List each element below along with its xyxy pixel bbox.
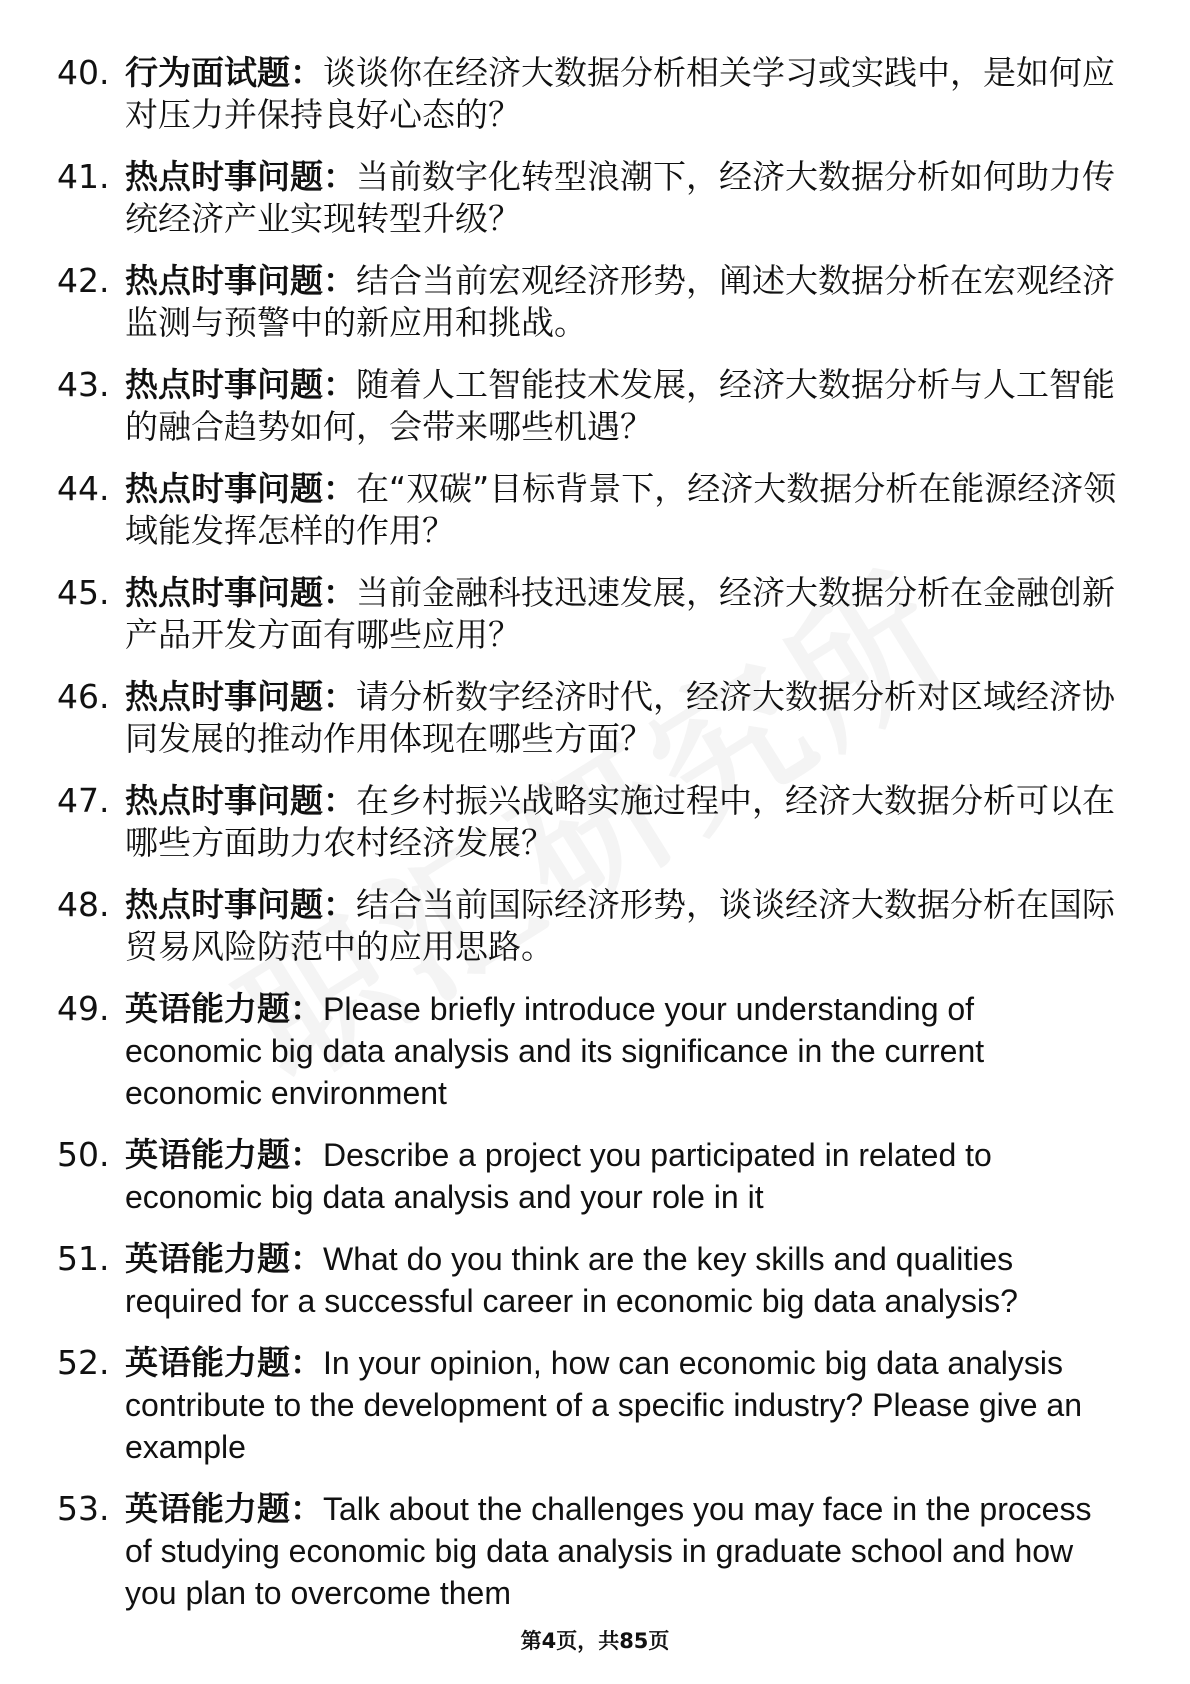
question-category: 热点时事问题： <box>125 677 356 716</box>
question-list <box>57 52 1117 1634</box>
question-item <box>57 52 1117 136</box>
question-content <box>125 260 1117 344</box>
question-category: 热点时事问题： <box>125 365 356 404</box>
question-number: 49. <box>57 989 110 1028</box>
question-number: 51. <box>57 1239 110 1278</box>
question-category: 行为面试题： <box>125 53 323 92</box>
question-text: 谈谈你在经济大数据分析相关学习或实践中，是如何应对压力并保持良好心态的？ <box>125 53 1115 134</box>
question-number: 53. <box>57 1489 110 1528</box>
question-item <box>57 260 1117 344</box>
question-content <box>125 1238 1117 1322</box>
question-item <box>57 1238 1117 1322</box>
question-text: 当前金融科技迅速发展，经济大数据分析在金融创新产品开发方面有哪些应用？ <box>125 573 1115 654</box>
question-number: 40. <box>57 53 110 92</box>
question-item <box>57 1134 1117 1218</box>
question-number: 47. <box>57 781 110 820</box>
question-category: 热点时事问题： <box>125 781 356 820</box>
question-text: 随着人工智能技术发展，经济大数据分析与人工智能的融合趋势如何，会带来哪些机遇？ <box>125 365 1115 446</box>
question-category: 热点时事问题： <box>125 573 356 612</box>
question-text: Describe a project you participated in related to economic big data analysis and your role in it <box>125 1137 992 1215</box>
page-number: 第4页，共85页 <box>520 1629 670 1653</box>
question-item <box>57 1342 1117 1468</box>
question-content <box>125 1134 1117 1218</box>
question-category: 英语能力题： <box>125 1343 323 1382</box>
question-category: 热点时事问题： <box>125 261 356 300</box>
question-item <box>57 1488 1117 1614</box>
question-text: Talk about the challenges you may face in the process of studying economic big data analysis in graduate school and how you plan to overcome them <box>125 1491 1092 1611</box>
question-category: 热点时事问题： <box>125 885 356 924</box>
question-content <box>125 884 1117 968</box>
question-number: 44. <box>57 469 110 508</box>
question-content <box>125 572 1117 656</box>
question-category: 英语能力题： <box>125 1239 323 1278</box>
question-text: In your opinion, how can economic big data analysis contribute to the development of a specific industry? Please give an example <box>125 1345 1083 1465</box>
question-number: 43. <box>57 365 110 404</box>
question-content <box>125 468 1117 552</box>
question-item <box>57 156 1117 240</box>
question-content <box>125 988 1117 1114</box>
question-content <box>125 1342 1117 1468</box>
question-text: 在乡村振兴战略实施过程中，经济大数据分析可以在哪些方面助力农村经济发展？ <box>125 781 1115 862</box>
question-number: 41. <box>57 157 110 196</box>
question-number: 42. <box>57 261 110 300</box>
question-item <box>57 468 1117 552</box>
question-number: 50. <box>57 1135 110 1174</box>
question-item <box>57 364 1117 448</box>
question-number: 45. <box>57 573 110 612</box>
question-text: 当前数字化转型浪潮下，经济大数据分析如何助力传统经济产业实现转型升级？ <box>125 157 1115 238</box>
question-text: 在“双碳”目标背景下，经济大数据分析在能源经济领域能发挥怎样的作用？ <box>125 469 1117 550</box>
question-content <box>125 1488 1117 1614</box>
question-content <box>125 780 1117 864</box>
question-category: 热点时事问题： <box>125 469 356 508</box>
question-item <box>57 676 1117 760</box>
question-category: 英语能力题： <box>125 1135 323 1174</box>
question-number: 52. <box>57 1343 110 1382</box>
question-item <box>57 780 1117 864</box>
question-number: 46. <box>57 677 110 716</box>
question-item <box>57 884 1117 968</box>
question-content <box>125 156 1117 240</box>
question-category: 热点时事问题： <box>125 157 356 196</box>
question-content <box>125 364 1117 448</box>
question-item <box>57 572 1117 656</box>
question-content <box>125 676 1117 760</box>
question-item <box>57 988 1117 1114</box>
question-text: 结合当前国际经济形势，谈谈经济大数据分析在国际贸易风险防范中的应用思路。 <box>125 885 1115 966</box>
question-text: Please briefly introduce your understanding of economic big data analysis and its significance in the current economic environment <box>125 991 985 1111</box>
question-number: 48. <box>57 885 110 924</box>
question-category: 英语能力题： <box>125 989 323 1028</box>
question-category: 英语能力题： <box>125 1489 323 1528</box>
question-text: 结合当前宏观经济形势，阐述大数据分析在宏观经济监测与预警中的新应用和挑战。 <box>125 261 1115 342</box>
question-text: What do you think are the key skills and qualities required for a successful career in economic big data analysis? <box>125 1241 1018 1319</box>
question-text: 请分析数字经济时代，经济大数据分析对区域经济协同发展的推动作用体现在哪些方面？ <box>125 677 1115 758</box>
question-content <box>125 52 1117 136</box>
